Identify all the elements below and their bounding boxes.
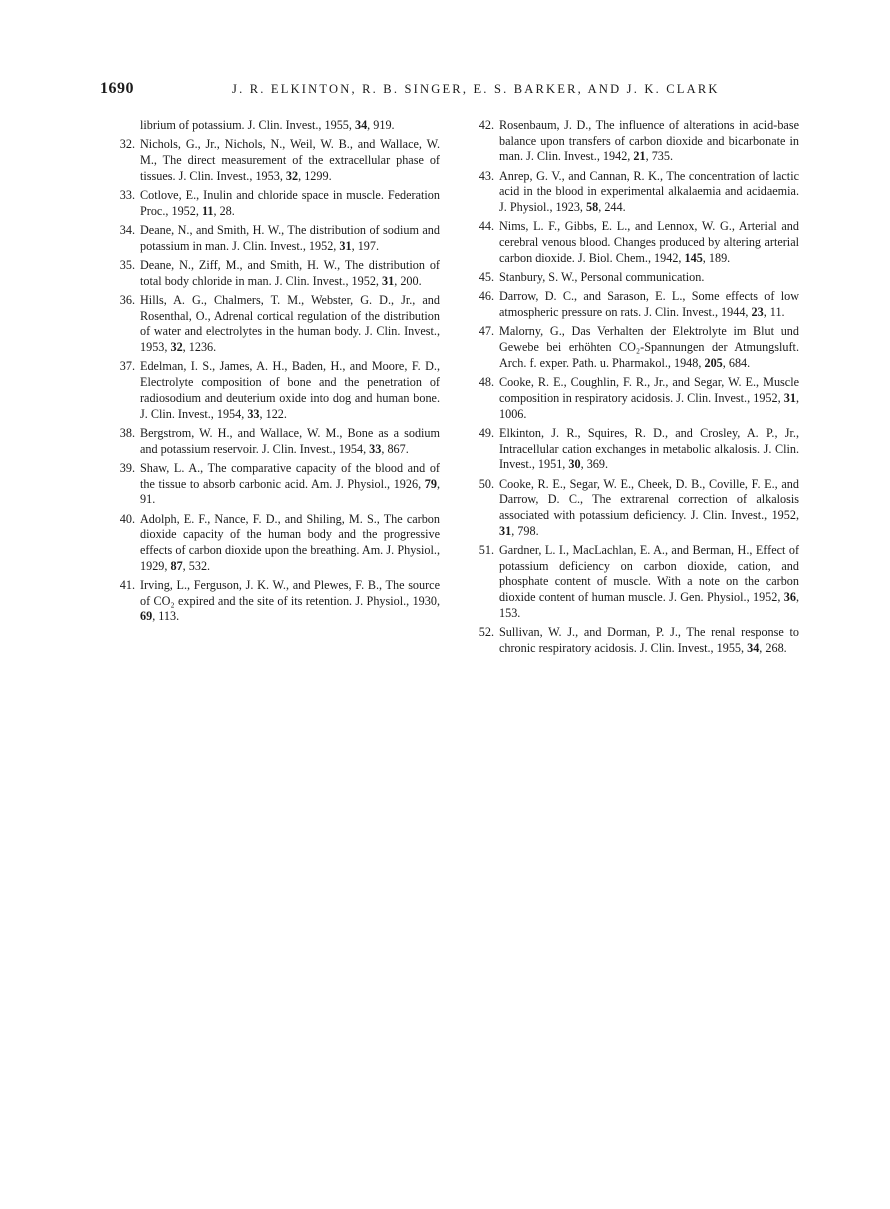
reference-citation: Malorny, G., Das Verhalten der Elektrolyte im Blut und Gewebe bei erhöhten CO₂-Spannungen der Atmungsluft. Arch. f. exper. Path. u. Pharmakol., 1948, [499,324,799,370]
reference-entry [122,118,440,134]
reference-text [140,223,440,253]
reference-number: 39. [119,460,135,475]
reference-entry [119,359,440,422]
reference-pages: , 153. [499,590,799,620]
reference-pages: , 268. [759,640,787,655]
reference-text [140,578,440,623]
reference-text [499,426,799,471]
reference-pages: , 735. [645,149,674,164]
references-left-column [119,118,440,629]
reference-citation: Darrow, D. C., and Sarason, E. L., Some effects of low atmospheric pressure on rats. J. Clin. Invest., 1944, [499,289,799,320]
reference-text [499,625,799,655]
reference-citation: Rosenbaum, J. D., The influence of alterations in acid-base balance upon transfers of carbon dioxide and bicarbonate in man. J. Clin. Invest., 1942, [499,118,799,164]
reference-volume: 34 [354,118,368,132]
references-right-column [478,118,799,660]
reference-volume: 11 [201,203,214,218]
reference-entry [119,425,440,457]
reference-volume: 205 [704,355,723,370]
reference-entry [119,460,440,508]
reference-text [499,118,799,163]
reference-pages: , 798. [511,523,539,538]
reference-volume: 69 [140,609,153,624]
reference-volume: 34 [747,640,760,655]
reference-entry [478,168,799,216]
reference-citation: Bergstrom, W. H., and Wallace, W. M., Bone as a sodium and potassium reservoir. J. Clin. Invest., 1954, [140,425,440,456]
reference-volume: 32 [170,340,183,355]
reference-entry [478,118,799,165]
reference-number: 36. [119,293,135,307]
reference-text [140,137,440,182]
reference-citation: Deane, N., Ziff, M., and Smith, H. W., The distribution of total body chloride in man. J. Clin. Invest., 1952, [140,258,440,288]
reference-pages: , 197. [351,238,380,253]
reference-text [499,477,799,538]
reference-text [499,169,799,214]
reference-text [140,258,440,288]
reference-number: 47. [478,324,494,339]
reference-number: 33. [119,188,135,202]
reference-citation: Irving, L., Ferguson, J. K. W., and Plewes, F. B., The source of CO₂ expired and the site of its retention. J. Physiol., 1930, [140,577,440,608]
reference-number: 38. [119,425,135,440]
reference-pages: , 28. [213,203,235,218]
reference-pages: , 244. [598,200,626,215]
reference-citation: Edelman, I. S., James, A. H., Baden, H., and Moore, F. D., Electrolyte composition of bone and the penetration of radiosodium and deuterium oxide into dog and human bone. J. Clin. Invest., 1954, [140,359,440,421]
reference-volume: 31 [382,273,395,288]
reference-number: 43. [478,168,494,183]
reference-pages: , 532. [182,558,211,573]
reference-entry [119,577,440,625]
reference-volume: 31 [339,238,352,253]
reference-pages: , 1236. [182,340,217,355]
reference-pages: , 867. [381,441,409,456]
reference-citation: librium of potassium. J. Clin. Invest., 1955, [140,118,355,132]
reference-citation: Sullivan, W. J., and Dorman, P. J., The renal response to chronic respiratory acidosis. J. Clin. Invest., 1955, [499,625,799,655]
reference-number: 45. [478,270,494,285]
reference-number: 32. [119,137,135,152]
reference-pages: , 189. [702,250,731,265]
reference-number: 40. [119,511,135,526]
reference-volume: 36 [783,590,796,605]
reference-text [140,426,440,456]
reference-text [499,219,799,264]
running-head-authors: J. R. ELKINTON, R. B. SINGER, E. S. BARKER, AND J. K. CLARK [232,82,720,96]
reference-citation: Cooke, R. E., Coughlin, F. R., Jr., and Segar, W. E., Muscle composition in respiratory acidosis. J. Clin. Invest., 1952, [499,375,799,405]
reference-text [140,461,440,506]
reference-volume: 33 [369,441,382,456]
reference-citation: Anrep, G. V., and Cannan, R. K., The concentration of lactic acid in the blood in experimental alkalaemia and acidaemia. J. Physiol., 1923, [499,168,799,215]
reference-text [499,324,799,369]
reference-citation: Cotlove, E., Inulin and chloride space in muscle. Federation Proc., 1952, [140,188,440,218]
reference-number: 44. [478,219,494,234]
reference-citation: Deane, N., and Smith, H. W., The distribution of sodium and potassium in man. J. Clin. Invest., 1952, [140,223,440,253]
reference-volume: 58 [586,200,599,215]
reference-citation: Stanbury, S. W., Personal communication. [499,270,705,285]
reference-entry [478,625,799,656]
reference-entry [119,258,440,289]
reference-entry [478,324,799,371]
reference-pages: , 369. [580,457,609,472]
reference-text [499,289,799,319]
reference-entry [478,289,799,320]
reference-volume: 87 [170,558,183,573]
reference-volume: 21 [633,149,646,164]
reference-pages: , 91. [140,476,440,507]
reference-entry [119,223,440,254]
reference-entry [478,219,799,266]
reference-citation: Cooke, R. E., Segar, W. E., Cheek, D. B., Coville, F. E., and Darrow, D. C., The extrarenal correction of alkalosis associated with potassium deficiency. J. Clin. Invest., 1952, [499,476,799,522]
reference-citation: Hills, A. G., Chalmers, T. M., Webster, G. D., Jr., and Rosenthal, O., Adrenal cortical regulation of the distribution of water and electrolytes in the human body. J. Clin. Invest., 1953, [140,293,440,355]
reference-entry [119,293,440,356]
reference-volume: 31 [783,390,796,405]
reference-entry [119,188,440,219]
reference-entry [119,137,440,184]
reference-number: 41. [119,577,135,592]
reference-entry [478,425,799,473]
reference-pages: , 1299. [298,168,332,183]
reference-citation: Nichols, G., Jr., Nichols, N., Weil, W. B., and Wallace, W. M., The direct measurement of the extracellular phase of tissues. J. Clin. Invest., 1953, [140,137,440,183]
reference-text [140,512,440,573]
reference-number: 52. [478,625,494,640]
reference-entry [478,476,799,540]
reference-number: 48. [478,375,494,390]
reference-number: 46. [478,289,494,304]
reference-number: 42. [478,118,494,132]
reference-volume: 145 [684,250,703,265]
reference-citation: Elkinton, J. R., Squires, R. D., and Crosley, A. P., Jr., Intracellular cation exchanges in metabolic alkalosis. J. Clin. Invest., 1951, [499,425,799,472]
reference-number: 37. [119,359,135,374]
reference-text [499,270,704,284]
reference-number: 50. [478,476,494,491]
reference-number: 49. [478,425,494,440]
reference-pages: , 11. [763,305,785,320]
reference-pages: , 684. [722,355,751,370]
reference-volume: 33 [247,406,260,421]
reference-number: 34. [119,223,135,237]
reference-text [499,375,799,420]
page-header [100,80,800,104]
reference-volume: 31 [499,523,512,538]
reference-entry [478,542,799,622]
reference-citation: Gardner, L. I., MacLachlan, E. A., and Berman, H., Effect of potassium deficiency on carbon dioxide, cation, and phosphate content of muscle. With a note on the carbon dioxide content of human muscle. J. Gen. Physiol., 1952, [499,542,799,605]
reference-volume: 23 [751,305,764,320]
reference-citation: Adolph, E. F., Nance, F. D., and Shiling, M. S., The carbon dioxide capacity of the human body and the progressive effects of carbon dioxide upon the breathing. Am. J. Physiol., 1929, [140,511,440,573]
reference-pages: , 1006. [499,390,799,421]
reference-volume: 79 [424,476,437,491]
reference-entry [478,375,799,422]
reference-number: 51. [478,542,494,557]
reference-text [140,188,440,218]
reference-citation: Nims, L. F., Gibbs, E. L., and Lennox, W. G., Arterial and cerebral venous blood. Changes produced by altering arterial carbon dioxide. J. Biol. Chem., 1942, [499,219,799,265]
reference-entry [119,511,440,575]
reference-text [140,293,440,354]
reference-text [499,543,799,620]
reference-entry [478,270,799,286]
reference-pages: , 113. [152,609,180,624]
reference-pages: , 200. [394,273,422,288]
reference-pages: , 122. [259,406,287,421]
reference-citation: Shaw, L. A., The comparative capacity of the blood and of the tissue to absorb carbonic acid. Am. J. Physiol., 1926, [140,460,440,491]
reference-pages: , 919. [367,118,395,132]
reference-volume: 32 [285,168,299,183]
reference-text [140,118,395,132]
reference-volume: 30 [568,457,581,472]
reference-text [140,359,440,420]
reference-number: 35. [119,258,135,272]
page-number: 1690 [100,80,134,97]
